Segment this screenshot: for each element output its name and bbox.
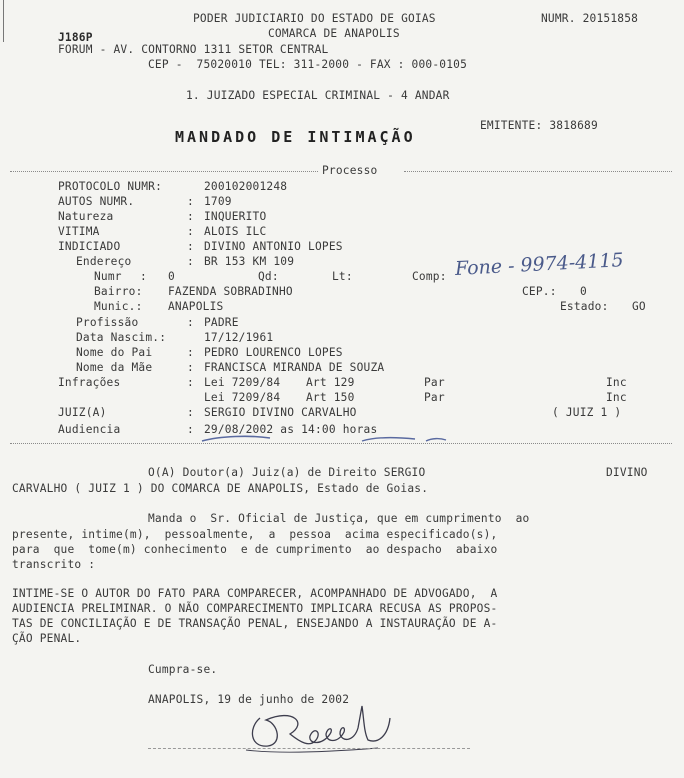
paragraph-1-line-1-end: DIVINO: [606, 466, 648, 479]
infracao-par: Par: [424, 376, 445, 389]
cep-value: 0: [580, 285, 587, 298]
endereco-label: Endereço: [76, 255, 132, 268]
audiencia-value: 29/08/2002 as 14:00 horas: [204, 423, 378, 436]
paragraph-1-line-2: CARVALHO ( JUIZ 1 ) DO COMARCA DE ANAPOLIS, Estado de Goias.: [12, 482, 429, 495]
closing-text: Cumpra-se.: [148, 663, 218, 676]
colon: :: [187, 316, 194, 329]
paper-edge-mark: [3, 0, 7, 42]
emitente: EMITENTE: 3818689: [480, 119, 598, 132]
munic-label: Munic.:: [94, 300, 143, 313]
colon: :: [187, 406, 194, 419]
numr-label: Numr: [94, 270, 122, 283]
audiencia-label: Audiencia: [58, 423, 121, 436]
infracoes-label: Infrações: [58, 376, 121, 389]
protocolo-label: PROTOCOLO NUMR:: [58, 180, 163, 193]
nascimento-label: Data Nascim.:: [76, 331, 167, 344]
paragraph-2-line: transcrito :: [12, 558, 96, 571]
colon: :: [187, 195, 194, 208]
paragraph-3-line: ÇÃO PENAL.: [12, 632, 82, 645]
endereco-value: BR 153 KM 109: [204, 255, 295, 268]
colon: :: [187, 346, 194, 359]
signature-line: [148, 748, 470, 749]
colon: :: [187, 225, 194, 238]
paragraph-3-line: AUDIENCIA PRELIMINAR. O NÃO COMPARECIMENTO IMPLICARA RECUSA AS PROPOS-: [12, 602, 498, 615]
lt-label: Lt:: [332, 270, 353, 283]
juiz-label: JUIZ(A): [58, 406, 107, 419]
bairro-value: FAZENDA SOBRADINHO: [168, 285, 293, 298]
section-rule-bottom: [10, 443, 672, 444]
profissao-label: Profissão: [76, 316, 139, 329]
nascimento-value: 17/12/1961: [204, 331, 274, 344]
infracao-lei: Lei 7209/84: [204, 391, 281, 404]
numr-value: 0: [168, 270, 175, 283]
infracao-inc: Inc: [606, 391, 627, 404]
comp-label: Comp:: [412, 270, 447, 283]
form-code: J186P: [58, 31, 93, 44]
cep-label: CEP.:: [522, 285, 557, 298]
section-rule-left: [10, 171, 318, 172]
colon: :: [187, 361, 194, 374]
bairro-label: Bairro:: [94, 285, 143, 298]
paragraph-3-line: TAS DE CONCILIAÇÃO E DE TRANSAÇÃO PENAL, ENSEJANDO A INSTAURAÇÃO DE A-: [12, 617, 498, 630]
document-title: MANDADO DE INTIMAÇÃO: [175, 128, 416, 146]
forum-address: FORUM - AV. CONTORNO 1311 SETOR CENTRAL: [58, 43, 329, 56]
infracao-art: Art 150: [306, 391, 355, 404]
colon: :: [187, 240, 194, 253]
munic-value: ANAPOLIS: [168, 300, 224, 313]
signature-image: [238, 688, 408, 760]
document-number: NUMR. 20151858: [541, 12, 639, 25]
colon: :: [187, 210, 194, 223]
section-label-processo: Processo: [322, 164, 378, 177]
colon: :: [187, 423, 194, 436]
court-name: PODER JUDICIARIO DO ESTADO DE GOIAS: [193, 12, 436, 25]
paragraph-2-line: para que tome(m) conhecimento e de cumprimento ao despacho abaixo: [12, 543, 498, 556]
pai-value: PEDRO LOURENCO LOPES: [204, 346, 343, 359]
paragraph-2-line: presente, intime(m), pessoalmente, a pessoa acima especificado(s),: [12, 528, 498, 541]
vitima-label: VITIMA: [58, 225, 100, 238]
handwritten-phone: Fone - 9974-4115: [454, 249, 625, 280]
paragraph-3-line: INTIME-SE O AUTOR DO FATO PARA COMPARECER, ACOMPANHADO DE ADVOGADO, A: [12, 587, 498, 600]
place-and-date: ANAPOLIS, 19 de junho de 2002: [148, 693, 350, 706]
colon: :: [140, 270, 147, 283]
section-rule-right: [404, 171, 672, 172]
natureza-label: Natureza: [58, 210, 114, 223]
indiciado-label: INDICIADO: [58, 240, 121, 253]
paragraph-2-line: Manda o Sr. Oficial de Justiça, que em cumprimento ao: [148, 512, 530, 525]
colon: :: [187, 376, 194, 389]
mae-label: Nome da Mãe: [76, 361, 153, 374]
autos-value: 1709: [204, 195, 232, 208]
infracao-lei: Lei 7209/84: [204, 376, 281, 389]
estado-label: Estado:: [560, 300, 609, 313]
indiciado-value: DIVINO ANTONIO LOPES: [204, 240, 343, 253]
estado-value: GO: [632, 300, 646, 313]
comarca-name: COMARCA DE ANAPOLIS: [268, 27, 400, 40]
colon: :: [187, 255, 194, 268]
juiz-value: SERGIO DIVINO CARVALHO: [204, 406, 357, 419]
natureza-value: INQUERITO: [204, 210, 267, 223]
vitima-value: ALOIS ILC: [204, 225, 267, 238]
qd-label: Qd:: [258, 270, 279, 283]
infracao-art: Art 129: [306, 376, 355, 389]
paragraph-1-line-1: O(A) Doutor(a) Juiz(a) de Direito SERGIO: [148, 466, 426, 479]
autos-label: AUTOS NUMR.: [58, 195, 135, 208]
protocolo-value: 200102001248: [204, 180, 288, 193]
infracao-inc: Inc: [606, 376, 627, 389]
juiz-reference: ( JUIZ 1 ): [552, 406, 622, 419]
juizado-name: 1. JUIZADO ESPECIAL CRIMINAL - 4 ANDAR: [186, 89, 450, 102]
infracao-par: Par: [424, 391, 445, 404]
mae-value: FRANCISCA MIRANDA DE SOUZA: [204, 361, 385, 374]
profissao-value: PADRE: [204, 316, 239, 329]
contact-line: CEP - 75020010 TEL: 311-2000 - FAX : 000-0105: [148, 58, 468, 71]
pai-label: Nome do Pai: [76, 346, 153, 359]
